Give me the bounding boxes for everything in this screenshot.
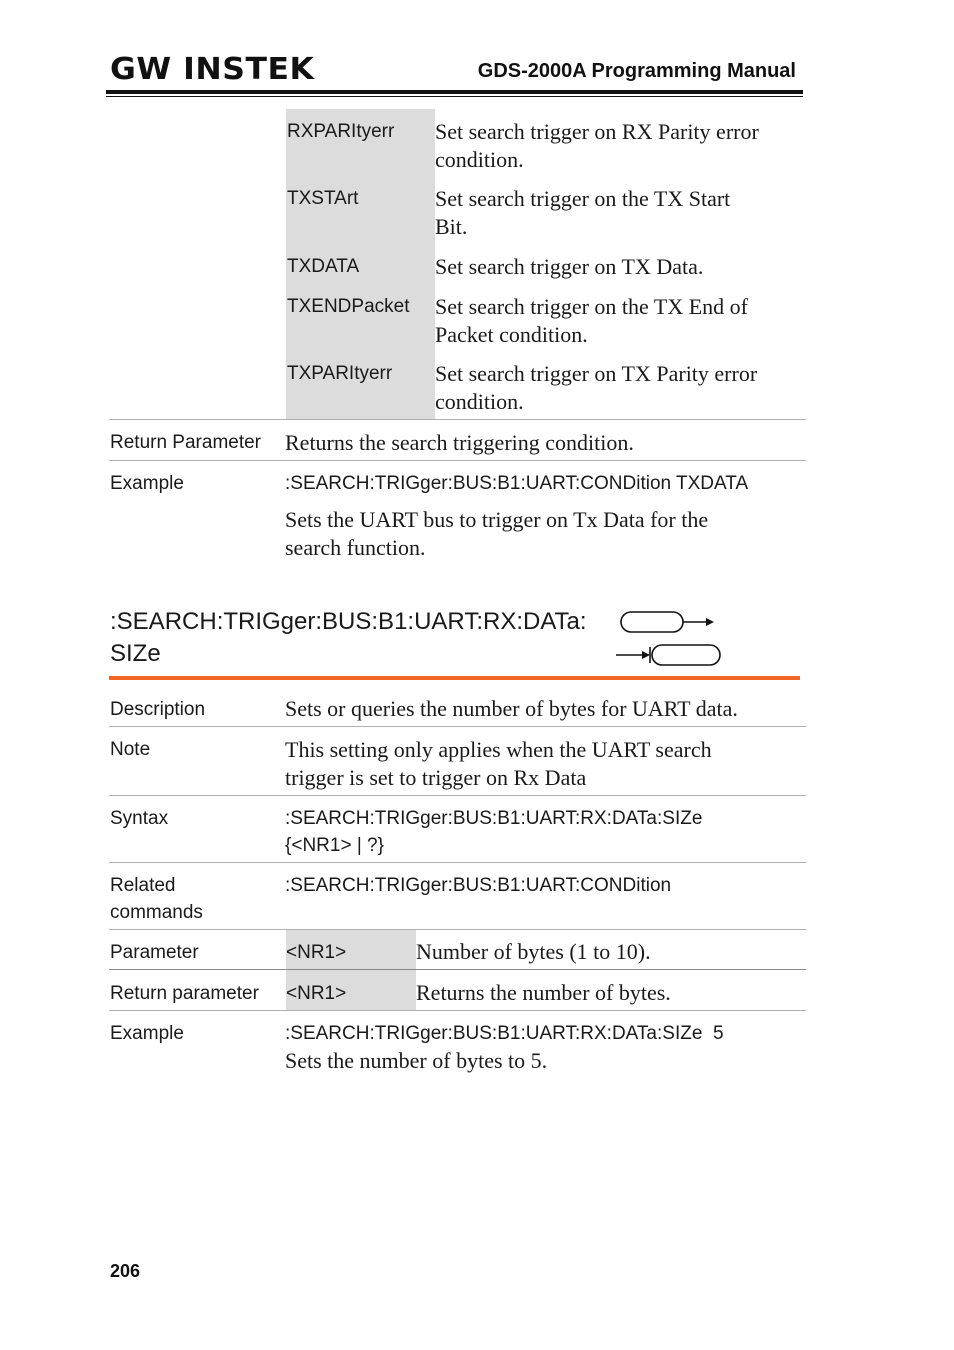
brand-logo [110,51,315,87]
syntax-label: Syntax [110,808,169,829]
row-divider [109,1010,806,1011]
description-label: Description [110,699,206,720]
example-label: Example [110,1023,184,1044]
brand-logo-text: GW INSTEK [110,51,315,87]
set-icon [621,612,714,632]
example-desc: Sets the number of bytes to 5. [285,1048,548,1073]
row-divider [109,969,806,970]
related-commands-label: commands [110,902,203,923]
param-desc-line: condition. [435,147,524,172]
set-query-icons [616,608,726,668]
parameter-label: Parameter [110,942,199,963]
example-desc-line: Sets the UART bus to trigger on Tx Data for the [285,507,709,532]
syntax-text-line: :SEARCH:TRIGger:BUS:B1:UART:RX:DATa:SIZe [285,808,703,829]
related-command: :SEARCH:TRIGger:BUS:B1:UART:CONDition [285,875,672,896]
note-text-line: This setting only applies when the UART search [285,737,712,762]
row-divider [109,726,806,727]
header-rule [106,90,803,94]
param-name: TXDATA [287,256,360,277]
return-parameter-label: Return parameter [110,983,259,1004]
row-divider [109,929,806,930]
return-parameter-desc: Returns the number of bytes. [416,980,671,1005]
param-name: TXPARItyerr [287,363,393,384]
related-commands-label: Related [110,875,176,896]
note-text-line: trigger is set to trigger on Rx Data [285,765,587,790]
parameter-desc: Number of bytes (1 to 10). [416,939,651,964]
param-desc-line: Bit. [435,214,468,239]
command-heading-line1: :SEARCH:TRIGger:BUS:B1:UART:RX:DATa: [110,608,587,635]
example-command: :SEARCH:TRIGger:BUS:B1:UART:RX:DATa:SIZe 5 [285,1023,724,1044]
param-desc-line: Set search trigger on TX Data. [435,254,704,279]
header-rule-thin [106,96,803,97]
parameter-name: <NR1> [286,942,347,963]
note-label: Note [110,739,151,760]
query-icon [616,645,720,665]
return-parameter-name: <NR1> [286,983,347,1004]
example-command: :SEARCH:TRIGger:BUS:B1:UART:CONDition TXDATA [285,473,749,494]
example-desc-line: search function. [285,535,426,560]
param-desc-line: Set search trigger on the TX End of [435,294,749,319]
param-desc-line: Set search trigger on RX Parity error [435,119,759,144]
return-parameter-label: Return Parameter [110,432,262,453]
return-parameter-text: Returns the search triggering condition. [285,430,634,455]
syntax-text-line: {<NR1> | ?} [285,835,384,856]
param-name: TXSTArt [287,188,359,209]
param-desc-line: Set search trigger on TX Parity error [435,361,758,386]
page-number: 206 [110,1261,141,1281]
row-divider [109,460,806,461]
example-label: Example [110,473,184,494]
param-desc-line: Packet condition. [435,322,588,347]
param-name: TXENDPacket [287,296,410,317]
manual-title: GDS-2000A Programming Manual [477,60,796,82]
param-desc-line: Set search trigger on the TX Start [435,186,731,211]
command-heading [110,606,587,670]
row-divider [109,795,806,796]
param-desc-line: condition. [435,389,524,414]
param-name: RXPARItyerr [287,121,395,142]
heading-accent-rule [109,676,800,680]
row-divider [109,862,806,863]
description-text: Sets or queries the number of bytes for UART data. [285,696,738,721]
command-heading-line2: SIZe [110,640,161,667]
row-divider [109,419,806,420]
